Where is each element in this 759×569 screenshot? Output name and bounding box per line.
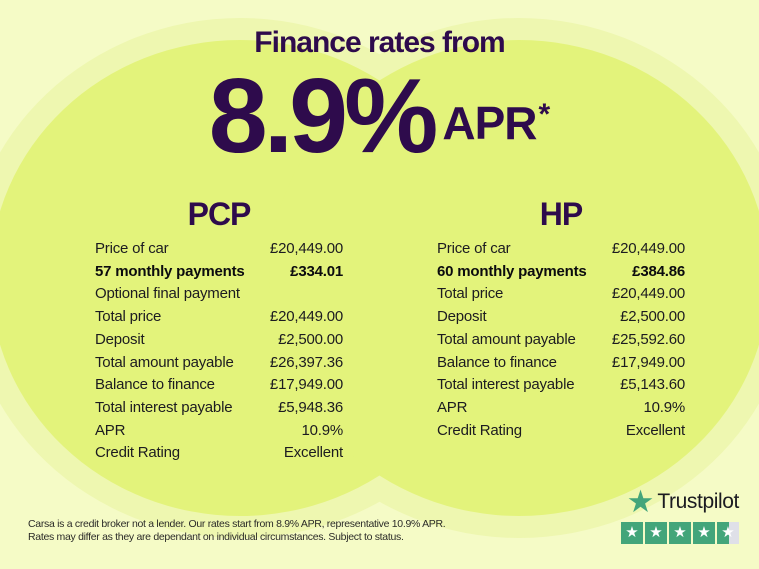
row-value: Excellent <box>283 444 343 462</box>
rate-unit: APR <box>442 97 537 149</box>
rating-star-half-icon: ★ <box>717 522 739 544</box>
finance-row <box>437 238 685 261</box>
row-value: 10.9% <box>643 398 685 416</box>
row-label: Total price <box>95 308 162 326</box>
finance-row <box>95 352 343 375</box>
finance-row <box>95 397 343 420</box>
row-label: Balance to finance <box>95 376 215 394</box>
row-label: APR <box>95 421 126 439</box>
row-value: £20,449.00 <box>611 240 685 257</box>
finance-row <box>95 261 343 284</box>
row-value: Excellent <box>625 421 685 439</box>
trustpilot-brand: Trustpilot <box>657 490 739 513</box>
finance-row <box>437 329 685 352</box>
rate-value: 8.9% <box>208 57 435 175</box>
row-value: £5,948.36 <box>278 398 343 416</box>
row-label: Total interest payable <box>437 376 575 394</box>
row-value: £17,949.00 <box>611 353 685 371</box>
finance-row <box>437 261 685 284</box>
row-value: £20,449.00 <box>611 285 685 303</box>
disclaimer-line-2: Rates may differ as they are dependant on individual circumstances. Subject to status. <box>28 530 404 543</box>
row-value: £2,500.00 <box>278 330 343 348</box>
finance-row <box>95 306 343 329</box>
row-label: Total interest payable <box>95 398 233 416</box>
trustpilot-rating-stars <box>621 522 739 544</box>
hp-finance-table <box>437 238 685 442</box>
row-value: £20,449.00 <box>269 240 343 257</box>
finance-row <box>437 420 685 443</box>
row-label: Deposit <box>437 308 487 326</box>
finance-row <box>95 283 343 306</box>
finance-row <box>95 374 343 397</box>
rate-footnote-asterisk: * <box>538 98 551 131</box>
row-value: £17,949.00 <box>269 376 343 394</box>
row-value: £5,143.60 <box>620 376 685 394</box>
finance-row <box>437 306 685 329</box>
row-label: Deposit <box>95 330 145 348</box>
row-label: Optional final payment <box>95 285 240 303</box>
finance-row <box>437 283 685 306</box>
row-label: APR <box>437 398 468 416</box>
rating-star-full-icon: ★ <box>669 522 691 544</box>
row-value: £20,449.00 <box>269 308 343 326</box>
finance-row <box>95 420 343 443</box>
pcp-column-header: PCP <box>187 196 251 232</box>
row-label: Credit Rating <box>437 421 522 439</box>
row-value: £25,592.60 <box>611 330 685 348</box>
row-label: Price of car <box>95 240 169 257</box>
row-label: Total price <box>437 285 504 303</box>
rating-star-full-icon: ★ <box>621 522 643 544</box>
row-label: Credit Rating <box>95 444 180 462</box>
row-label: 60 monthly payments <box>437 262 587 280</box>
pcp-finance-table <box>95 238 343 465</box>
finance-row <box>95 329 343 352</box>
finance-row <box>437 374 685 397</box>
row-label: 57 monthly payments <box>95 262 245 280</box>
finance-row <box>437 352 685 375</box>
banner-title: Finance rates from <box>254 26 505 59</box>
row-label: Total amount payable <box>95 353 234 371</box>
rating-star-full-icon: ★ <box>645 522 667 544</box>
row-value: 10.9% <box>301 421 343 439</box>
trustpilot-logo <box>626 484 739 519</box>
disclaimer-line-1: Carsa is a credit broker not a lender. Our rates start from 8.9% APR, representative 10.9% APR. <box>28 518 446 530</box>
row-value: £26,397.36 <box>269 353 343 371</box>
row-value: £2,500.00 <box>620 308 685 326</box>
row-label: Balance to finance <box>437 353 557 371</box>
row-label: Price of car <box>437 240 511 257</box>
finance-row <box>95 442 343 465</box>
trustpilot-star-icon: ★ <box>626 484 655 519</box>
headline-rate <box>0 57 759 176</box>
row-value: £334.01 <box>290 262 343 280</box>
finance-row <box>95 238 343 261</box>
hp-column-header: HP <box>539 196 583 232</box>
finance-row <box>437 397 685 420</box>
row-label: Total amount payable <box>437 330 576 348</box>
trustpilot-widget <box>621 484 739 544</box>
row-value: £384.86 <box>632 262 685 280</box>
rating-star-full-icon: ★ <box>693 522 715 544</box>
disclaimer <box>28 518 588 543</box>
